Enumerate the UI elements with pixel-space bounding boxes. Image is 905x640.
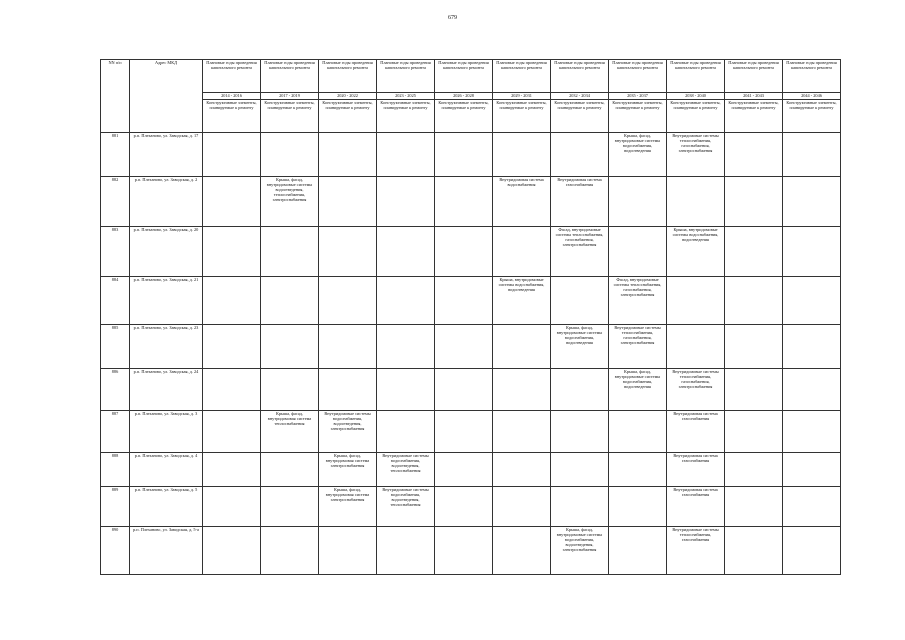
- repair-work-cell: [319, 227, 377, 277]
- period-title: Плановые годы проведения капитального ремонта: [319, 60, 377, 93]
- table-row: [101, 527, 841, 575]
- repair-work-cell: [609, 527, 667, 575]
- table-row: [101, 133, 841, 177]
- repair-work-cell: Внутридомовые системы водоснабжения, водоотведения, теплоснабжения: [377, 487, 435, 527]
- table-row: [101, 325, 841, 369]
- period-content-header: Конструктивные элементы, планируемые к ремонту: [667, 100, 725, 133]
- repair-work-cell: [493, 487, 551, 527]
- table-row: [101, 453, 841, 487]
- period-title: Плановые годы проведения капитального ремонта: [493, 60, 551, 93]
- repair-work-cell: [377, 325, 435, 369]
- repair-work-cell: [551, 277, 609, 325]
- repair-work-cell: [319, 325, 377, 369]
- repair-work-cell: [261, 325, 319, 369]
- row-address: р.п. Плеханово, ул. Заводская, д. 5: [130, 487, 203, 527]
- repair-work-cell: [725, 227, 783, 277]
- period-content-header: Конструктивные элементы, планируемые к ремонту: [377, 100, 435, 133]
- repair-work-cell: [377, 411, 435, 453]
- repair-work-cell: [435, 277, 493, 325]
- repair-work-cell: [493, 325, 551, 369]
- repair-work-cell: [783, 277, 841, 325]
- period-year-range: 2038 - 2040: [667, 93, 725, 100]
- address-column-header: Адрес МКД: [130, 60, 203, 133]
- repair-work-cell: [783, 369, 841, 411]
- repair-work-cell: [725, 133, 783, 177]
- repair-work-cell: [319, 527, 377, 575]
- repair-work-cell: [667, 325, 725, 369]
- period-year-range: 2026 - 2028: [435, 93, 493, 100]
- repair-work-cell: [725, 277, 783, 325]
- repair-work-cell: [377, 177, 435, 227]
- repair-work-cell: Крыша, фасад, внутридомовая система электроснабжения: [319, 487, 377, 527]
- repair-work-cell: Крыша, фасад, внутридомовые системы водоснабжения, водоотведения: [609, 369, 667, 411]
- repair-work-cell: Крыша, фасад, внутридомовые системы водоснабжения, водоотведения: [609, 133, 667, 177]
- repair-work-cell: Крыша, фасад, внутридомовая система теплоснабжения: [261, 411, 319, 453]
- repair-work-cell: [261, 133, 319, 177]
- repair-work-cell: [203, 411, 261, 453]
- period-year-range: 2023 - 2025: [377, 93, 435, 100]
- period-title: Плановые годы проведения капитального ремонта: [667, 60, 725, 93]
- table-row: [101, 227, 841, 277]
- row-number: 883: [101, 227, 130, 277]
- period-year-range: 2014 - 2016: [203, 93, 261, 100]
- repair-work-cell: [783, 453, 841, 487]
- repair-work-cell: [377, 133, 435, 177]
- repair-work-cell: Крыша, фасад, внутридомовые системы водоотведения, теплоснабжения, электроснабжения: [261, 177, 319, 227]
- period-title: Плановые годы проведения капитального ремонта: [203, 60, 261, 93]
- repair-work-cell: [493, 411, 551, 453]
- repair-work-cell: [725, 411, 783, 453]
- period-content-header: Конструктивные элементы, планируемые к ремонту: [203, 100, 261, 133]
- repair-work-cell: [783, 411, 841, 453]
- repair-work-cell: [783, 325, 841, 369]
- repair-work-cell: Внутридомовые системы теплоснабжения, газоснабжения, электроснабжения: [667, 133, 725, 177]
- repair-work-cell: [725, 453, 783, 487]
- repair-work-cell: Внутридомовые системы теплоснабжения, газоснабжения, электроснабжения: [609, 325, 667, 369]
- period-content-header: Конструктивные элементы, планируемые к ремонту: [783, 100, 841, 133]
- table-row: [101, 411, 841, 453]
- repair-work-cell: [609, 177, 667, 227]
- row-address: р.п. Плеханово, ул. Заводская, д. 5-а: [130, 527, 203, 575]
- repair-work-cell: [435, 487, 493, 527]
- repair-work-cell: Крыша, внутридомовые системы водоснабжения, водоотведения: [667, 227, 725, 277]
- repair-work-cell: Крыша, внутридомовые системы водоснабжения, водоотведения: [493, 277, 551, 325]
- row-number: 888: [101, 453, 130, 487]
- table-row: [101, 487, 841, 527]
- repair-work-cell: [725, 369, 783, 411]
- row-number: 886: [101, 369, 130, 411]
- period-content-header: Конструктивные элементы, планируемые к ремонту: [725, 100, 783, 133]
- nn-column-header: NN п/п: [101, 60, 130, 133]
- repair-work-cell: [609, 487, 667, 527]
- repair-work-cell: [203, 369, 261, 411]
- repair-work-cell: [261, 487, 319, 527]
- repair-work-cell: [203, 227, 261, 277]
- row-number: 889: [101, 487, 130, 527]
- repair-work-cell: [725, 177, 783, 227]
- repair-work-cell: [203, 453, 261, 487]
- repair-work-cell: Внутридомовая система газоснабжения: [667, 487, 725, 527]
- repair-work-cell: [319, 177, 377, 227]
- repair-work-cell: [435, 227, 493, 277]
- repair-work-cell: [203, 487, 261, 527]
- repair-work-cell: [261, 277, 319, 325]
- repair-work-cell: Крыша, фасад, внутридомовая система электроснабжения: [319, 453, 377, 487]
- repair-work-cell: [261, 369, 319, 411]
- table-row: [101, 177, 841, 227]
- period-content-header: Конструктивные элементы, планируемые к ремонту: [551, 100, 609, 133]
- repair-work-cell: Фасад, внутридомовые системы теплоснабжения, газоснабжения, электроснабжения: [609, 277, 667, 325]
- period-content-header: Конструктивные элементы, планируемые к ремонту: [609, 100, 667, 133]
- repair-work-cell: [783, 133, 841, 177]
- repair-work-cell: [435, 527, 493, 575]
- repair-work-cell: [725, 527, 783, 575]
- repair-work-cell: [377, 227, 435, 277]
- repair-work-cell: [493, 527, 551, 575]
- repair-work-cell: [377, 277, 435, 325]
- repair-work-cell: [319, 133, 377, 177]
- repair-work-cell: [725, 487, 783, 527]
- repair-work-cell: [667, 177, 725, 227]
- row-number: 887: [101, 411, 130, 453]
- period-content-header: Конструктивные элементы, планируемые к ремонту: [493, 100, 551, 133]
- repair-work-cell: [551, 453, 609, 487]
- repair-work-cell: [551, 411, 609, 453]
- repair-work-cell: [319, 277, 377, 325]
- row-address: р.п. Плеханово, ул. Заводская, д. 21: [130, 277, 203, 325]
- table-header: [101, 60, 841, 133]
- period-title: Плановые годы проведения капитального ремонта: [377, 60, 435, 93]
- repair-work-cell: [261, 527, 319, 575]
- period-year-range: 2017 - 2019: [261, 93, 319, 100]
- period-content-header: Конструктивные элементы, планируемые к ремонту: [319, 100, 377, 133]
- period-title: Плановые годы проведения капитального ремонта: [435, 60, 493, 93]
- repair-work-cell: Фасад, внутридомовые системы теплоснабжения, газоснабжения, электроснабжения: [551, 227, 609, 277]
- period-year-range: 2044 - 2046: [783, 93, 841, 100]
- period-title: Плановые годы проведения капитального ремонта: [783, 60, 841, 93]
- repair-work-cell: [493, 227, 551, 277]
- repair-work-cell: Крыша, фасад, внутридомовые системы водоснабжения, водоотведения, электроснабжения: [551, 527, 609, 575]
- period-title: Плановые годы проведения капитального ремонта: [261, 60, 319, 93]
- repair-work-cell: [435, 133, 493, 177]
- repair-work-cell: [435, 325, 493, 369]
- row-address: р.п. Плеханово, ул. Заводская, д. 17: [130, 133, 203, 177]
- repair-work-cell: Крыша, фасад, внутридомовые системы водоснабжения, водоотведения: [551, 325, 609, 369]
- repair-work-cell: Внутридомовая система водоснабжения: [493, 177, 551, 227]
- table-row: [101, 369, 841, 411]
- row-number: 890: [101, 527, 130, 575]
- repair-work-cell: [783, 227, 841, 277]
- period-content-header: Конструктивные элементы, планируемые к ремонту: [261, 100, 319, 133]
- repair-work-cell: [783, 527, 841, 575]
- repair-work-cell: [203, 133, 261, 177]
- repair-work-cell: [493, 453, 551, 487]
- repair-work-cell: [435, 369, 493, 411]
- row-number: 884: [101, 277, 130, 325]
- repair-work-cell: Внутридомовые системы теплоснабжения, газоснабжения: [667, 527, 725, 575]
- period-content-header: Конструктивные элементы, планируемые к ремонту: [435, 100, 493, 133]
- period-year-range: 2029 - 2031: [493, 93, 551, 100]
- repair-work-cell: [609, 411, 667, 453]
- capital-repair-schedule-table: [100, 59, 841, 575]
- repair-work-cell: Внутридомовая система газоснабжения: [551, 177, 609, 227]
- row-address: р.п. Плеханово, ул. Заводская, д. 2: [130, 177, 203, 227]
- period-year-range: 2032 - 2034: [551, 93, 609, 100]
- table-body: [101, 133, 841, 575]
- repair-work-cell: [435, 411, 493, 453]
- repair-work-cell: [435, 453, 493, 487]
- page-number: 679: [448, 15, 457, 21]
- repair-work-cell: Внутридомовые системы водоснабжения, водоотведения, электроснабжения: [319, 411, 377, 453]
- repair-work-cell: [493, 133, 551, 177]
- repair-work-cell: [783, 487, 841, 527]
- period-title: Плановые годы проведения капитального ремонта: [551, 60, 609, 93]
- repair-work-cell: [261, 227, 319, 277]
- repair-work-cell: [493, 369, 551, 411]
- repair-work-cell: Внутридомовая система газоснабжения: [667, 411, 725, 453]
- repair-work-cell: [783, 177, 841, 227]
- repair-work-cell: [551, 487, 609, 527]
- repair-work-cell: [725, 325, 783, 369]
- period-year-range: 2020 - 2022: [319, 93, 377, 100]
- period-title: Плановые годы проведения капитального ремонта: [609, 60, 667, 93]
- row-address: р.п. Плеханово, ул. Заводская, д. 24: [130, 369, 203, 411]
- repair-work-cell: [261, 453, 319, 487]
- repair-work-cell: [203, 277, 261, 325]
- repair-work-cell: [319, 369, 377, 411]
- repair-work-cell: [203, 527, 261, 575]
- repair-work-cell: Внутридомовые системы водоснабжения, водоотведения, теплоснабжения: [377, 453, 435, 487]
- repair-work-cell: [203, 177, 261, 227]
- period-year-range: 2041 - 2043: [725, 93, 783, 100]
- repair-work-cell: [609, 227, 667, 277]
- repair-work-cell: [609, 453, 667, 487]
- repair-work-cell: [377, 527, 435, 575]
- repair-work-cell: Внутридомовые системы теплоснабжения, газоснабжения, электроснабжения: [667, 369, 725, 411]
- period-year-range: 2035 - 2037: [609, 93, 667, 100]
- row-number: 882: [101, 177, 130, 227]
- row-number: 885: [101, 325, 130, 369]
- repair-work-cell: [435, 177, 493, 227]
- repair-work-cell: [551, 133, 609, 177]
- repair-work-cell: [377, 369, 435, 411]
- row-number: 881: [101, 133, 130, 177]
- repair-work-cell: Внутридомовая система газоснабжения: [667, 453, 725, 487]
- repair-work-cell: [551, 369, 609, 411]
- row-address: р.п. Плеханово, ул. Заводская, д. 4: [130, 453, 203, 487]
- period-title: Плановые годы проведения капитального ремонта: [725, 60, 783, 93]
- row-address: р.п. Плеханово, ул. Заводская, д. 3: [130, 411, 203, 453]
- repair-work-cell: [667, 277, 725, 325]
- row-address: р.п. Плеханово, ул. Заводская, д. 20: [130, 227, 203, 277]
- table-row: [101, 277, 841, 325]
- row-address: р.п. Плеханово, ул. Заводская, д. 23: [130, 325, 203, 369]
- repair-work-cell: [203, 325, 261, 369]
